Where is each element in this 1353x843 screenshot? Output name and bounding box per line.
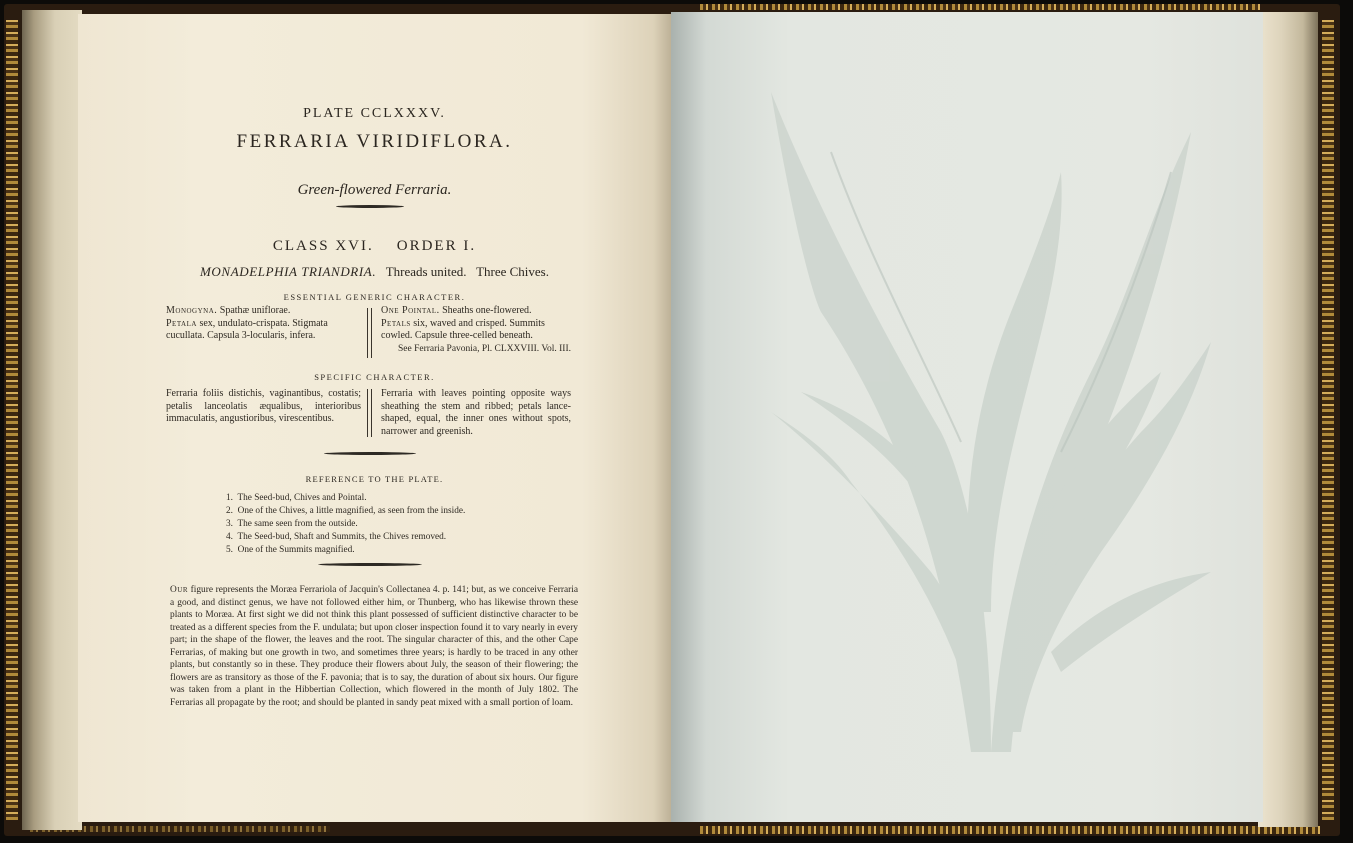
specific-latin: Ferraria foliis distichis, vaginantibus, costatis; petalis lanceolatis æqualibus, interioribus immaculatis, angustioribus, virescentibus. (166, 388, 361, 424)
generic-latin-lead: Petala (166, 317, 197, 329)
reference-heading: REFERENCE TO THE PLATE. (305, 474, 444, 484)
generic-latin-text: Spathæ uniflorae. (219, 305, 291, 316)
page-stack-left (22, 10, 82, 830)
specific-english: Ferraria with leaves pointing opposite ways sheathing the stem and ribbed; petals lance-shaped, equal, the inner ones without spots, narrower and greenish. (381, 388, 571, 437)
class-order-line (78, 238, 671, 255)
specific-heading: SPECIFIC CHARACTER. (314, 372, 435, 382)
generic-english-lead: One Pointal. (381, 305, 440, 316)
plate-number: PLATE CCLXXXV. (303, 106, 446, 121)
plant-show-through (671, 12, 1263, 822)
description-lead: Our (170, 585, 188, 595)
page-stack-right (1258, 12, 1318, 827)
reference-item: 1. The Seed-bud, Chives and Pointal. (226, 493, 367, 503)
linnaean-english: Threads united. Three Chives. (385, 264, 549, 279)
right-page (671, 12, 1263, 822)
class-label: CLASS XVI. (272, 238, 374, 254)
generic-english-line (381, 318, 571, 343)
generic-english (381, 305, 571, 355)
generic-latin-text: sex, undulato-crispata. Stigmata cucullata. Capsula 3-locularis, infera. (166, 317, 328, 341)
generic-latin-line (166, 305, 361, 318)
order-label: ORDER I. (396, 238, 477, 254)
reference-item: 2. One of the Chives, a little magnified, as seen from the inside. (226, 506, 466, 517)
column-divider (367, 389, 372, 437)
common-name: Green-flowered Ferraria. (297, 182, 452, 198)
ornament-rule (336, 205, 404, 208)
generic-latin-lead: Monogyna. (166, 305, 218, 316)
generic-heading: ESSENTIAL GENERIC CHARACTER. (283, 292, 466, 302)
linnaean-latin: MONADELPHIA TRIANDRIA. (200, 264, 377, 279)
reference-item: 4. The Seed-bud, Shaft and Summits, the Chives removed. (226, 532, 447, 543)
generic-latin (166, 305, 361, 343)
gilt-border-top (700, 4, 1260, 10)
generic-latin-line (166, 318, 361, 343)
column-divider (367, 308, 372, 358)
gilt-border-left (6, 20, 18, 820)
reference-list (226, 492, 465, 557)
reference-item: 3. The same seen from the outside. (226, 519, 358, 530)
generic-english-text: six, waved and crisped. Summits cowled. Capsule three-celled beneath. (381, 317, 545, 341)
description-text: figure represents the Moræa Ferrariola of Jacquin's Collectanea 4. p. 141; but, as we conceive Ferraria a good, and distinct genus, we have not followed either him, or Thunberg, who has likewise thrown these plants to Moræa. At first sight we did not think this plant possessed of sufficient distinctive character to be treated as a different species from the F. undulata; but upon closer inspection found it to vary nearly in every part; in the shape of the flower, the leaves and the root. The singular character of this, and the other Cape Ferrarias, of making but one growth in two, and sometimes three years; is hardly to be traced in any other plants, but constantly so in these. They produce their flowers about July, the season of their flowering; the flowers are as transitory as those of the F. pavonia; that is to say, the duration of about six hours. Our figure was taken from a plant in the Hibbertian Collection, which flowered in the month of July 1802. The Ferrarias all propagate by the root; and should be planted in sandy peat mixed with a small portion of loam. (170, 585, 579, 708)
ornament-rule (324, 452, 416, 455)
gilt-border-right (1322, 20, 1334, 820)
ornament-rule (318, 563, 422, 566)
generic-english-see: See Ferraria Pavonia, Pl. CLXXVIII. Vol. III. (398, 343, 571, 354)
generic-english-lead: Petals (381, 317, 411, 329)
linnaean-line (78, 264, 671, 280)
reference-item: 5. One of the Summits magnified. (226, 545, 355, 556)
genus-title: FERRARIA VIRIDIFLORA. (236, 131, 513, 152)
description-paragraph (170, 584, 578, 709)
generic-english-text: Sheaths one-flowered. (442, 305, 532, 316)
generic-english-line (381, 305, 571, 318)
left-page (78, 14, 671, 822)
gilt-border-bottom (700, 826, 1320, 834)
